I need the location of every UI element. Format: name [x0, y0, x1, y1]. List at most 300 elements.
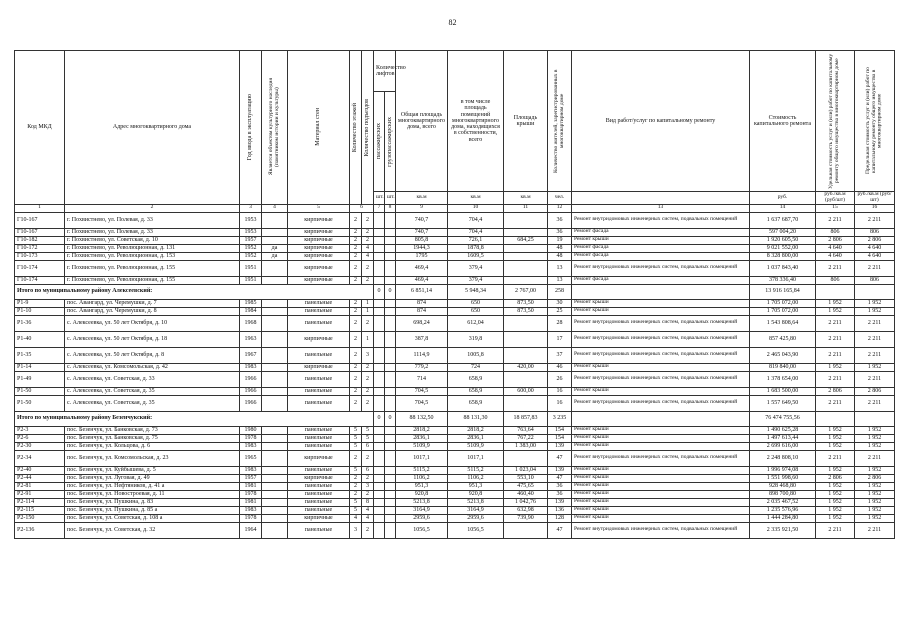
- walls-cell: панельные: [288, 307, 350, 315]
- walls-cell: кирпичные: [288, 228, 350, 236]
- table-row: [15, 434, 895, 442]
- year-cell: 1966: [240, 395, 262, 411]
- max-cost-cell: 1 952: [855, 299, 895, 307]
- floors-cell: 2: [350, 299, 362, 307]
- work-type-cell: Ремонт крыши: [572, 426, 750, 434]
- address-cell: пос. Авангард, ул. Черемушки, д. 8: [65, 307, 240, 315]
- year-cell: 1978: [240, 490, 262, 498]
- table-row: [15, 212, 895, 228]
- floors-cell: 2: [350, 260, 362, 276]
- cost-cell: 857 425,80: [750, 331, 816, 347]
- unit-cost-cell: 1 952: [816, 514, 855, 522]
- heritage-cell: [262, 514, 288, 522]
- mkd-code: Р2-115: [15, 506, 65, 514]
- lifts-passenger-cell: [374, 236, 385, 244]
- heritage-cell: [262, 236, 288, 244]
- cost-cell: 1 996 974,08: [750, 466, 816, 474]
- column-numbers-row: [15, 204, 895, 212]
- cost-cell: 819 840,00: [750, 363, 816, 371]
- roof-area-cell: [504, 395, 548, 411]
- owned-area-cell: 319,8: [448, 331, 504, 347]
- unit-cost-cell: 2 806: [816, 236, 855, 244]
- lifts-passenger-cell: [374, 307, 385, 315]
- year-cell: 1952: [240, 244, 262, 252]
- lifts-cargo-cell: [385, 331, 396, 347]
- roof-area-cell: 739,90: [504, 514, 548, 522]
- unit-pcs: шт.: [385, 192, 396, 205]
- unit-cost-cell: 2 806: [816, 387, 855, 395]
- max-cost-cell: 1 952: [855, 442, 895, 450]
- unit-area: кв.м: [396, 192, 448, 205]
- max-cost-cell: 2 211: [855, 347, 895, 363]
- total-roof-area: 18 857,83: [504, 411, 548, 426]
- heritage-cell: [262, 442, 288, 450]
- lifts-cargo-cell: [385, 371, 396, 387]
- cost-cell: 928 468,80: [750, 482, 816, 490]
- lifts-cargo-cell: [385, 363, 396, 371]
- owned-area-cell: 1878,8: [448, 244, 504, 252]
- total-area-cell: 5115,2: [396, 466, 448, 474]
- work-type-cell: Ремонт крыши: [572, 299, 750, 307]
- total-area-cell: 951,3: [396, 482, 448, 490]
- walls-cell: кирпичные: [288, 276, 350, 284]
- mkd-code: Г10-174: [15, 260, 65, 276]
- lifts-cargo-cell: [385, 307, 396, 315]
- residents-cell: 46: [548, 363, 572, 371]
- total-area-cell: 805,8: [396, 236, 448, 244]
- owned-area-cell: 920,8: [448, 490, 504, 498]
- total-area-cell: 874: [396, 299, 448, 307]
- roof-area-cell: 873,50: [504, 299, 548, 307]
- roof-area-cell: [504, 252, 548, 260]
- work-type-cell: Ремонт крыши: [572, 466, 750, 474]
- address-cell: с. Алексеевка, ул. 50 лет Октября, д. 8: [65, 347, 240, 363]
- work-type-cell: Ремонт крыши: [572, 482, 750, 490]
- unit-cost-cell: 1 952: [816, 506, 855, 514]
- floors-cell: 2: [350, 450, 362, 466]
- lifts-passenger-cell: [374, 212, 385, 228]
- walls-cell: кирпичные: [288, 450, 350, 466]
- entrances-cell: 2: [362, 387, 374, 395]
- year-cell: 1983: [240, 466, 262, 474]
- lifts-passenger-cell: [374, 331, 385, 347]
- work-type-cell: Ремонт крыши: [572, 387, 750, 395]
- roof-area-cell: [504, 522, 548, 538]
- lifts-passenger-cell: [374, 387, 385, 395]
- unit-cost-cell: 1 952: [816, 426, 855, 434]
- lifts-cargo-cell: [385, 276, 396, 284]
- owned-area-cell: 379,4: [448, 260, 504, 276]
- total-area-cell: 2959,6: [396, 514, 448, 522]
- work-type-cell: Ремонт внутридомовых инженерных систем, подвальных помещений: [572, 395, 750, 411]
- roof-area-cell: [504, 260, 548, 276]
- mkd-code: Р1-14: [15, 363, 65, 371]
- unit-cost-cell: 2 211: [816, 371, 855, 387]
- table-row: [15, 276, 895, 284]
- walls-cell: панельные: [288, 371, 350, 387]
- entrances-cell: 2: [362, 522, 374, 538]
- entrances-cell: 3: [362, 347, 374, 363]
- residents-cell: 139: [548, 466, 572, 474]
- lifts-cargo-cell: [385, 474, 396, 482]
- total-area-cell: 704,5: [396, 395, 448, 411]
- table-row: [15, 395, 895, 411]
- year-cell: 1957: [240, 236, 262, 244]
- year-cell: 1967: [240, 347, 262, 363]
- mkd-code: Г10-174: [15, 276, 65, 284]
- lifts-passenger-cell: [374, 450, 385, 466]
- mkd-code: Г10-182: [15, 236, 65, 244]
- address-cell: пос. Безенчук, ул. Советская, д. 108 а: [65, 514, 240, 522]
- owned-area-cell: 658,9: [448, 371, 504, 387]
- heritage-cell: [262, 395, 288, 411]
- max-cost-cell: 806: [855, 228, 895, 236]
- lifts-passenger-cell: [374, 442, 385, 450]
- total-owned-area: 88 131,30: [448, 411, 504, 426]
- header-lifts-passenger: пассажирских: [374, 92, 385, 192]
- entrances-cell: 2: [362, 236, 374, 244]
- walls-cell: кирпичные: [288, 244, 350, 252]
- unit-area: кв.м: [448, 192, 504, 205]
- lifts-cargo-cell: [385, 212, 396, 228]
- walls-cell: панельные: [288, 347, 350, 363]
- work-type-cell: Ремонт крыши: [572, 514, 750, 522]
- address-cell: с. Алексеевка, ул. 50 лет Октября, д. 10: [65, 315, 240, 331]
- floors-cell: 2: [350, 212, 362, 228]
- table-row: [15, 522, 895, 538]
- table-row: [15, 244, 895, 252]
- address-cell: пос. Безенчук, ул. Комсомольская, д. 23: [65, 450, 240, 466]
- roof-area-cell: [504, 315, 548, 331]
- residents-cell: 37: [548, 347, 572, 363]
- total-residents: 258: [548, 284, 572, 299]
- owned-area-cell: 2818,2: [448, 426, 504, 434]
- residents-cell: 28: [548, 315, 572, 331]
- floors-cell: 5: [350, 442, 362, 450]
- max-cost-cell: 2 806: [855, 387, 895, 395]
- floors-cell: 5: [350, 426, 362, 434]
- floors-cell: 2: [350, 363, 362, 371]
- floors-cell: 5: [350, 434, 362, 442]
- entrances-cell: 4: [362, 506, 374, 514]
- year-cell: 1985: [240, 299, 262, 307]
- total-area-cell: 740,7: [396, 212, 448, 228]
- entrances-cell: 3: [362, 482, 374, 490]
- floors-cell: 2: [350, 395, 362, 411]
- mkd-code: Г10-172: [15, 244, 65, 252]
- column-number: 4: [262, 204, 288, 212]
- heritage-cell: [262, 490, 288, 498]
- entrances-cell: 2: [362, 474, 374, 482]
- entrances-cell: 2: [362, 363, 374, 371]
- cost-cell: 9 021 552,00: [750, 244, 816, 252]
- address-cell: г. Похвистнево, ул. Революционная, д. 131: [65, 244, 240, 252]
- walls-cell: панельные: [288, 522, 350, 538]
- floors-cell: 2: [350, 252, 362, 260]
- year-cell: 1951: [240, 260, 262, 276]
- mkd-code: Р1-49: [15, 371, 65, 387]
- header-lifts-cargo: грузопассажирских: [385, 92, 396, 192]
- year-cell: 1966: [240, 387, 262, 395]
- cost-cell: 1 557 649,50: [750, 395, 816, 411]
- header-year: Год ввода в эксплуатацию: [240, 51, 262, 205]
- residents-cell: 128: [548, 514, 572, 522]
- mkd-code: Р2-30: [15, 442, 65, 450]
- lifts-cargo-cell: [385, 506, 396, 514]
- cost-cell: 1 705 072,00: [750, 307, 816, 315]
- header-roof-area: Площадь крыши: [504, 51, 548, 192]
- mkd-code: Р2-44: [15, 474, 65, 482]
- header-residents: Количество жителей, зарегистрированных в многоквартирном доме: [548, 51, 572, 192]
- residents-cell: 17: [548, 331, 572, 347]
- table-row: [15, 371, 895, 387]
- total-area-cell: 1795: [396, 252, 448, 260]
- cost-cell: 1 037 843,40: [750, 260, 816, 276]
- lifts-passenger-cell: [374, 395, 385, 411]
- header-owned-area: в том числе площадь помещений многоквартирного дома, находящихся в собственности, всего: [448, 51, 504, 192]
- residents-cell: 13: [548, 260, 572, 276]
- walls-cell: кирпичные: [288, 514, 350, 522]
- column-number: 8: [385, 204, 396, 212]
- table-header: [15, 51, 895, 213]
- max-cost-cell: 2 211: [855, 522, 895, 538]
- residents-cell: 36: [548, 490, 572, 498]
- lifts-passenger-cell: [374, 276, 385, 284]
- lifts-passenger-cell: [374, 506, 385, 514]
- table-row: [15, 442, 895, 450]
- address-cell: г. Похвистнево, ул. Полевая, д. 33: [65, 212, 240, 228]
- floors-cell: 2: [350, 490, 362, 498]
- table-row: [15, 307, 895, 315]
- total-area: 88 132,50: [396, 411, 448, 426]
- cost-cell: 1 497 613,44: [750, 434, 816, 442]
- floors-cell: 2: [350, 307, 362, 315]
- lifts-cargo-cell: [385, 347, 396, 363]
- lifts-cargo-cell: [385, 299, 396, 307]
- heritage-cell: [262, 466, 288, 474]
- max-cost-cell: 1 952: [855, 307, 895, 315]
- unit-cost-cell: 4 640: [816, 244, 855, 252]
- roof-area-cell: [504, 228, 548, 236]
- entrances-cell: 2: [362, 260, 374, 276]
- owned-area-cell: 1056,5: [448, 522, 504, 538]
- lifts-cargo-cell: [385, 434, 396, 442]
- residents-cell: 36: [548, 212, 572, 228]
- heritage-cell: [262, 307, 288, 315]
- residents-cell: 13: [548, 276, 572, 284]
- work-type-cell: Ремонт крыши: [572, 490, 750, 498]
- entrances-cell: 2: [362, 315, 374, 331]
- roof-area-cell: 420,00: [504, 363, 548, 371]
- roof-area-cell: [504, 347, 548, 363]
- table-row: [15, 474, 895, 482]
- heritage-cell: [262, 522, 288, 538]
- residents-cell: 25: [548, 307, 572, 315]
- walls-cell: панельные: [288, 395, 350, 411]
- column-number: 15: [816, 204, 855, 212]
- work-type-cell: Ремонт крыши: [572, 442, 750, 450]
- owned-area-cell: 704,4: [448, 212, 504, 228]
- total-area-cell: 714: [396, 371, 448, 387]
- year-cell: 1952: [240, 252, 262, 260]
- mkd-code: Р1-10: [15, 307, 65, 315]
- address-cell: г. Похвистнево, ул. Революционная, д. 153: [65, 252, 240, 260]
- total-residents: 3 235: [548, 411, 572, 426]
- total-roof-area: 2 767,00: [504, 284, 548, 299]
- lifts-cargo-cell: [385, 514, 396, 522]
- total-area-cell: 779,2: [396, 363, 448, 371]
- walls-cell: кирпичные: [288, 363, 350, 371]
- work-type-cell: Ремонт крыши: [572, 236, 750, 244]
- total-area-cell: 5213,8: [396, 498, 448, 506]
- mkd-code: Р2-150: [15, 514, 65, 522]
- cost-cell: 2 465 043,90: [750, 347, 816, 363]
- walls-cell: панельные: [288, 482, 350, 490]
- header-unit-cost: Удельная стоимость услуг и (или) работ по капитальному ремонту общего имущества в многоквартирном доме: [816, 51, 855, 192]
- entrances-cell: 2: [362, 276, 374, 284]
- roof-area-cell: 684,25: [504, 236, 548, 244]
- year-cell: 1964: [240, 522, 262, 538]
- heritage-cell: [262, 482, 288, 490]
- table-row: [15, 387, 895, 395]
- owned-area-cell: 951,3: [448, 482, 504, 490]
- header-work-type: Вид работ/услуг по капитальному ремонту: [572, 51, 750, 192]
- unit-cost-cell: 806: [816, 276, 855, 284]
- column-number: 3: [240, 204, 262, 212]
- year-cell: 1983: [240, 442, 262, 450]
- year-cell: 1981: [240, 498, 262, 506]
- walls-cell: панельные: [288, 490, 350, 498]
- unit-cost-cell: 1 952: [816, 363, 855, 371]
- cost-cell: 1 490 625,28: [750, 426, 816, 434]
- floors-cell: 3: [350, 522, 362, 538]
- total-area-cell: 387,8: [396, 331, 448, 347]
- table-row: [15, 228, 895, 236]
- heritage-cell: [262, 371, 288, 387]
- owned-area-cell: 650: [448, 307, 504, 315]
- lifts-cargo-cell: [385, 482, 396, 490]
- owned-area-cell: 658,9: [448, 395, 504, 411]
- cost-cell: 2 699 616,00: [750, 442, 816, 450]
- total-area-cell: 740,7: [396, 228, 448, 236]
- unit-cost-cell: 1 952: [816, 482, 855, 490]
- entrances-cell: 5: [362, 426, 374, 434]
- floors-cell: 2: [350, 347, 362, 363]
- owned-area-cell: 5213,8: [448, 498, 504, 506]
- residents-cell: 47: [548, 522, 572, 538]
- entrances-cell: 2: [362, 490, 374, 498]
- entrances-cell: 4: [362, 252, 374, 260]
- mkd-code: Р1-35: [15, 347, 65, 363]
- cost-cell: 1 235 576,96: [750, 506, 816, 514]
- year-cell: 1981: [240, 482, 262, 490]
- residents-cell: 36: [548, 482, 572, 490]
- heritage-cell: [262, 212, 288, 228]
- floors-cell: 2: [350, 387, 362, 395]
- total-area-cell: 1017,1: [396, 450, 448, 466]
- mkd-code: Р2-114: [15, 498, 65, 506]
- heritage-cell: [262, 299, 288, 307]
- heritage-cell: да: [262, 252, 288, 260]
- owned-area-cell: 704,4: [448, 228, 504, 236]
- roof-area-cell: 1 023,04: [504, 466, 548, 474]
- header-address: Адрес многоквартирного дома: [65, 51, 240, 205]
- total-area-cell: 1056,5: [396, 522, 448, 538]
- cost-cell: 2 248 808,10: [750, 450, 816, 466]
- year-cell: 1966: [240, 371, 262, 387]
- lifts-cargo-cell: [385, 244, 396, 252]
- max-cost-cell: 1 952: [855, 466, 895, 474]
- max-cost-cell: 1 952: [855, 482, 895, 490]
- work-type-cell: Ремонт фасада: [572, 252, 750, 260]
- floors-cell: 2: [350, 474, 362, 482]
- mkd-code: Р1-36: [15, 315, 65, 331]
- header-lifts: Количество лифтов: [374, 51, 396, 92]
- address-cell: пос. Безенчук, ул. Советская, д. 32: [65, 522, 240, 538]
- table-row: [15, 252, 895, 260]
- mkd-code: Р2-34: [15, 450, 65, 466]
- roof-area-cell: 1 383,00: [504, 442, 548, 450]
- total-area-cell: 469,4: [396, 260, 448, 276]
- max-cost-cell: 2 211: [855, 260, 895, 276]
- unit-cost-cell: 2 211: [816, 260, 855, 276]
- residents-cell: 154: [548, 434, 572, 442]
- roof-area-cell: 767,22: [504, 434, 548, 442]
- lifts-cargo-cell: [385, 387, 396, 395]
- walls-cell: панельные: [288, 442, 350, 450]
- residents-cell: 139: [548, 498, 572, 506]
- residents-cell: 36: [548, 228, 572, 236]
- entrances-cell: 6: [362, 442, 374, 450]
- lifts-cargo-cell: [385, 442, 396, 450]
- mkd-code: Г10-173: [15, 252, 65, 260]
- roof-area-cell: [504, 244, 548, 252]
- column-number: 11: [504, 204, 548, 212]
- work-type-cell: Ремонт фасада: [572, 228, 750, 236]
- lifts-passenger-cell: [374, 371, 385, 387]
- walls-cell: панельные: [288, 466, 350, 474]
- year-cell: 1965: [240, 450, 262, 466]
- lifts-passenger-cell: [374, 466, 385, 474]
- unit-area: кв.м: [504, 192, 548, 205]
- roof-area-cell: 1 042,76: [504, 498, 548, 506]
- work-type-cell: Ремонт крыши: [572, 498, 750, 506]
- entrances-cell: 5: [362, 434, 374, 442]
- residents-cell: 47: [548, 450, 572, 466]
- work-type-cell: Ремонт крыши: [572, 434, 750, 442]
- year-cell: 1963: [240, 331, 262, 347]
- owned-area-cell: 726,1: [448, 236, 504, 244]
- mkd-code: Р2-6: [15, 434, 65, 442]
- total-cost: 13 916 165,84: [750, 284, 816, 299]
- entrances-cell: 1: [362, 331, 374, 347]
- total-work-blank: [572, 411, 750, 426]
- table-row: [15, 498, 895, 506]
- residents-cell: 16: [548, 395, 572, 411]
- heritage-cell: [262, 347, 288, 363]
- total-area-cell: 2818,2: [396, 426, 448, 434]
- unit-cost-cell: 2 211: [816, 347, 855, 363]
- floors-cell: 2: [350, 482, 362, 490]
- table-row: [15, 450, 895, 466]
- walls-cell: панельные: [288, 315, 350, 331]
- max-cost-cell: 2 806: [855, 236, 895, 244]
- header-total-area: Общая площадь многоквартирного дома, всего: [396, 51, 448, 192]
- column-number: 1: [15, 204, 65, 212]
- unit-cost-cell: 2 211: [816, 212, 855, 228]
- column-number: 9: [396, 204, 448, 212]
- unit-pcs: шт.: [374, 192, 385, 205]
